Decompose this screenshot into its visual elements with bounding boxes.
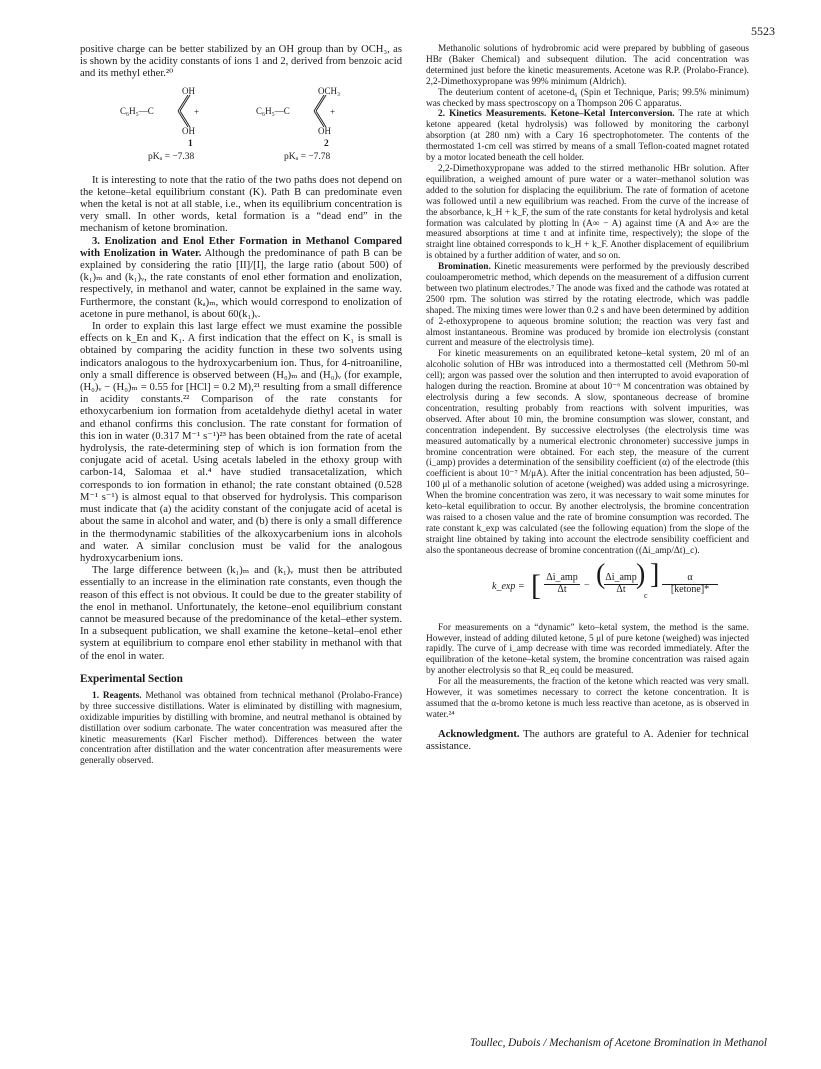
paragraph-elimination: The large difference between (k₁)ₘ and (k₁)ᵥ must then be attributed essentially to an increase in the elimination rate constants, even though the reason of this effect is not obvious. It could be due to the greater stability of the enol in methanol. Unfortunately, the ketone–enol equilibrium constant cannot be measured because of the predominance of the ketal–ether system. In a subsequent publication, we shall examine the ketone–ketal–enol ether system at equilibrium to compare enol ether stability in methanol with that of the enol in water. <box>80 565 402 662</box>
kinetics-text: The rate at which ketone appeared (ketal hydrolysis) was followed by monitoring the carbonyl absorption (at 280 nm) with a Cary 16 spectrophotometer. The contents of the thermostated 1-cm cell was stirred by means of a small Teflon-coated magnet rotated by a motor located beneath the cell holder. <box>426 109 749 164</box>
paragraph-reagents <box>80 691 402 767</box>
reagents-heading: 1. Reagents. <box>92 690 142 701</box>
paragraph-deuterium: The deuterium content of acetone-d₆ (Spin et Technique, Paris; 99.5% minimum) was checked by mass spectroscopy on a Thompson 206 C apparatus. <box>426 87 749 109</box>
fraction-3-denominator: [ketone]* <box>670 583 710 595</box>
equation-minus: − <box>584 579 590 591</box>
structure-1 <box>120 85 250 165</box>
structure-1-pka: pKₐ = −7.38 <box>148 151 195 162</box>
right-column <box>426 44 749 753</box>
acknowledgment-text: The authors are grateful to A. Adenier for technical assistance. <box>426 728 749 752</box>
equation-subscript-c: c <box>644 590 648 600</box>
equation-close-paren-icon: ) <box>636 558 646 590</box>
equation-fraction-2 <box>604 573 638 596</box>
structure-2-core: C₆H₅—C <box>256 105 290 116</box>
equation-open-bracket-icon: [ <box>531 568 541 602</box>
structure-2-number: 2 <box>324 138 329 149</box>
paragraph-stabilization: positive charge can be better stabilized by an OH group than by OCH₃, as is shown by the acidity constants of ions 1 and 2, derived from benzoic acid and its methyl ether.²⁰ <box>80 44 402 80</box>
paragraph-dimethoxypropane: 2,2-Dimethoxypropane was added to the stirred methanolic HBr solution. After equilibration, a weighed amount of pure water or a water–methanol solution was added to the solution for displacing the equilibrium. The rate of formation of acetone was followed until a new equilibrium was reached. From the curve of the increase of the absorbance, k_H + k_F, the sum of the rate constants for ketal hydrolysis and ketal formation was calculated by plotting ln (A∞ − A) against time (A and A∞ are the measured absorptions at time t and at infinite time, respectively); the slope of the straight line obtained corresponds to k_H + k_F. Another displacement of equilibrium is obtained by a further addition of water, and so on. <box>426 163 749 262</box>
structure-1-number: 1 <box>188 138 193 149</box>
paragraph-dead-end: It is interesting to note that the ratio of the two paths does not depend on the ketone–ketal equilibrium constant (K). Path B can predominate even when the ketal is not at all stable, i.e., when its equilibrium concentration is very small. In other words, ketal formation is a “dead end” in the mechanism of ketone bromination. <box>80 174 402 235</box>
structure-2-charge: + <box>330 106 336 117</box>
fraction-2-numerator: Δi_amp <box>605 571 637 583</box>
paragraph-equilibrated-system: For kinetic measurements on an equilibrated ketone–ketal system, 20 ml of an alcoholic solution of HBr was introduced into a thermostatted cell (Methrom 50-ml cell); argon was passed over the solution and then interrupted to avoid evaporation of halogen during the reaction. Bromine at about 10⁻⁶ M concentration was obtained by electrolysis during a few seconds. A slow, spontaneous decrease of bromine concentration, resulting probably from reactions with solvent impurities, was observed. After about 10 min, the bromine consumption was slower, constant, and concentration independent. By successive electrolyses (the electrolysis time was measured automatically by a numerical electronic chronometer) successive jumps in bromine concentration were obtained. For each step, the measure of the current (i_amp) provides a determination of the sensibility coefficient (α) of the electrode (this coefficient is about 10⁻⁷ M/μA). After the initial concentration has been adjusted, 50–100 μl of a methanolic solution of acetone (weighed) was added using a microsyringe. When the bromine concentration was zero, it was necessary to wait some minutes for keto–ketal equilibration to occur. By another electrolysis, the bromine concentration was raised to a chosen value and the rate of bromine consumption was recorded. The rate constant k_exp was calculated (see the following equation) from the slope of the straight line obtained by taking into account the electrode sensibility coefficient and also the spontaneous decrease of bromine concentration ((Δi_amp/Δt)_c). <box>426 349 749 556</box>
paragraph-acidity: In order to explain this last large effect we must examine the possible effects on k_En and K₁. A first indication that the effect on K₁ is small is obtained by comparing the acidity function in these two solvents using indicators analogous to the hydroxycarbenium ion. Thus, for 4-nitroaniline, only a small difference is observed between (H₀)ₘ and (H₀)ᵥ (for example, (H₀)ᵥ − (H₀)ₘ = 0.55 for [HCl] = 0.2 M),²¹ resulting from a small difference in acidity constants.²² Comparison of the rate constants for ethoxycarbenium ion formation from acetaldehyde diethyl acetal in water and ethanol confirms this conclusion. The rate constant for formation of this ion in water (0.317 M⁻¹ s⁻¹)²³ has been obtained from the rate of acetal hydrolysis, the rate-determining step of which is ion formation from the conjugate acid of acetal. Using acetals labeled in the ethoxy group with carbon-14, Salomaa et al.⁴ have studied transacetalization, which corresponds to ion formation in ethanol; the rate constant obtained (0.528 M⁻¹ s⁻¹) is almost equal to that observed for hydrolysis. This comparison must indicate that (a) the acidity constant of the conjugate acid of acetal is about the same in alcohol and water, and (b) there is only a small difference in the thermodynamic stabilities of the alkoxycarbenium ions in alcohols and water. A similar conclusion must be valid for the analogous hydroxycarbenium ions. <box>80 321 402 564</box>
paragraph-hbr: Methanolic solutions of hydrobromic acid were prepared by bubbling of gaseous HBr (Baker Chemical) and subsequent dilution. The acid concentration was determined just before the kinetic measurements. Acetone was R.P. (Prolabo-France). 2,2-Dimethoxypropane was 99% minimum (Aldrich). <box>426 44 749 87</box>
bromination-text: Kinetic measurements were performed by the previously described couloamperometric method, which depends on the measurement of a diffusion current between two platinum electrodes.⁷ The anode was fixed and the cathode was rotated at 2500 rpm. The solution was stirred by the rotating electrode, which was paddle shaped. The mixing times were lower than 0.2 s and have been determined by addition of 2-ethoxypropene to aqueous bromine solution; the reaction was very fast and almost instantaneous. Bromine was produced by bromide ion electrolysis (constant current and measure of the electrolysis time). <box>426 262 749 349</box>
experimental-heading: Experimental Section <box>80 672 183 685</box>
structure-2 <box>256 85 386 165</box>
equation-lhs: k_exp = <box>492 580 525 592</box>
section-3-text: Although the predominance of path B can be explained by considering the ratio [II]/[I], the large ratio (about 500) of (k₁)ₘ and (k₁)ᵥ, the rate constants of enol ether formation and enolization, respectively, in methanol and water, cannot be explained in the same way. Furthermore, the constant (kₐ)ₘ, which would correspond to enolization of acetone in pure methanol, is about 60(k₁)ᵥ. <box>80 247 402 320</box>
structure-2-bonds-icon <box>312 93 328 129</box>
fraction-2-denominator: Δt <box>616 583 626 595</box>
bromination-heading: Bromination. <box>438 262 491 273</box>
structure-2-bottom-group: OH <box>318 125 331 136</box>
fraction-1-denominator: Δt <box>557 583 567 595</box>
left-column <box>80 44 402 767</box>
reagents-text: Methanol was obtained from technical methanol (Prolabo-France) by three successive distillations. Water is eliminated by distilling with magnesium, oxidizable impurities by distilling with bromine, and neutral methanol is obtained by distillation over sodium carbonate. The water concentration was measured after the kinetic measurements (Karl Fischer method). Differences between the water concentration after distillation and the water concentration after measurements were generally observed. <box>80 690 403 767</box>
structure-1-bonds-icon <box>176 93 192 129</box>
equation-fraction-3 <box>662 573 718 596</box>
paragraph-kinetics <box>426 109 749 164</box>
section-3-heading: 3. Enolization and Enol Ether Formation in Methanol Compared with Enolization in Water. <box>80 235 402 259</box>
paragraph-bromination <box>426 262 749 349</box>
structure-2-pka: pKₐ = −7.78 <box>284 151 331 162</box>
acknowledgment-heading: Acknowledgment. <box>438 728 520 740</box>
paragraph-fraction-reacted: For all the measurements, the fraction of the ketone which reacted was very small. However, it was sometimes necessary to correct the ketone concentration. It is assumed that the α-bromo ketone is much less reactive than acetone, as is observed in water.²⁴ <box>426 677 749 720</box>
page-number: 5523 <box>751 24 775 38</box>
equation-open-paren-icon: ( <box>596 558 606 590</box>
paragraph-section-3 <box>80 236 402 321</box>
paragraph-acknowledgment <box>426 729 749 753</box>
structure-1-core: C₆H₅—C <box>120 105 154 116</box>
structure-2-top-group: OCH₃ <box>318 85 341 96</box>
structure-1-bottom-group: OH <box>182 125 195 136</box>
paragraph-dynamic-system: For measurements on a “dynamic” keto–ketal system, the method is the same. However, instead of adding diluted ketone, 5 μl of pure ketone (weighed) was injected rapidly. The curve of i_amp decrease with time was recorded immediately. After the equilibration of the ketone–ketal system, the bromine concentration was raised again by another electrolysis so that R_eq could be measured. <box>426 622 749 677</box>
structure-1-charge: + <box>194 106 200 117</box>
running-footer: Toullec, Dubois / Mechanism of Acetone Bromination in Methanol <box>470 1037 767 1049</box>
structures-figure <box>80 85 402 165</box>
fraction-3-numerator: α <box>662 573 718 585</box>
structure-1-top-group: OH <box>182 85 195 96</box>
rate-equation <box>426 558 749 613</box>
equation-close-bracket-icon: ] <box>650 558 660 590</box>
kinetics-heading: 2. Kinetics Measurements. Ketone–Ketal Interconversion. <box>438 109 675 120</box>
fraction-1-numerator: Δi_amp <box>544 573 580 585</box>
equation-fraction-1 <box>544 573 580 596</box>
